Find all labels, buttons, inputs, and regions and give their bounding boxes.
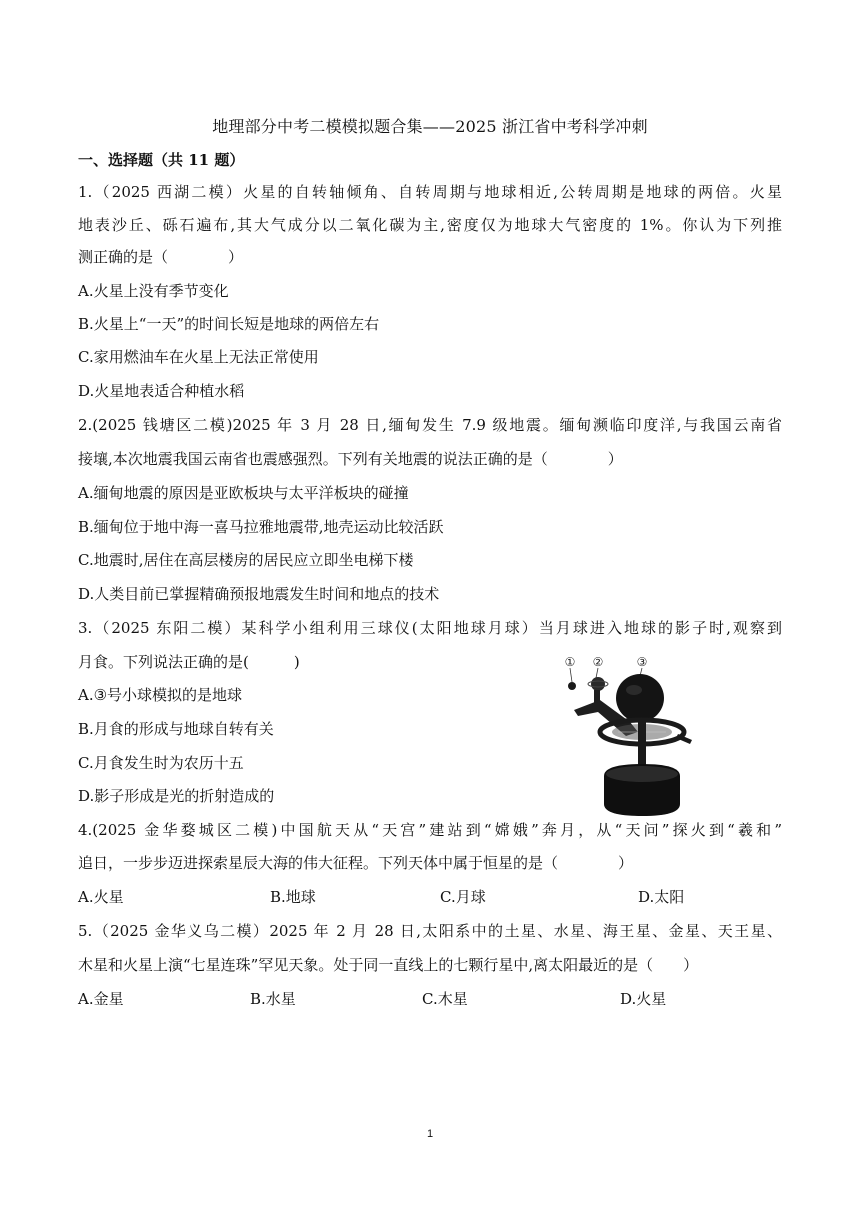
q4-stem-line-2: 追日，一步步迈进探索星辰大海的伟大征程。下列天体中属于恒星的是（ ）	[78, 854, 634, 872]
q3-option-d: D.影子形成是光的折射造成的	[78, 787, 275, 805]
q1-option-b: B.火星上“一天”的时间长短是地球的两倍左右	[78, 315, 380, 333]
q2-stem-line-1: 2.(2025 钱塘区二模)2025 年 3 月 28 日,缅甸发生 7.9 级地震。缅甸濒临印度洋,与我国云南省	[78, 416, 782, 434]
sun-ball	[616, 674, 664, 722]
q1-stem-line-3: 测正确的是（ ）	[78, 248, 244, 266]
earth-ball	[591, 677, 605, 691]
orrery-figure	[560, 652, 710, 820]
q5-stem-line-1: 5.（2025 金华义乌二模）2025 年 2 月 28 日,太阳系中的土星、水星、海王星、金星、天王星、	[78, 922, 782, 940]
q4-option-c: C.月球	[440, 888, 486, 906]
figure-label-2	[592, 655, 604, 669]
q3-option-c: C.月食发生时为农历十五	[78, 754, 244, 772]
q4-options-row	[78, 886, 798, 908]
q5-options-row	[78, 988, 798, 1010]
q4-option-a: A.火星	[78, 888, 124, 906]
q3-stem-line-1: 3.（2025 东阳二模）某科学小组利用三球仪(太阳地球月球）当月球进入地球的影子时,观察到	[78, 619, 782, 637]
q3-option-b: B.月食的形成与地球自转有关	[78, 720, 274, 738]
q1-option-c: C.家用燃油车在火星上无法正常使用	[78, 348, 319, 366]
q1-stem-line-2: 地表沙丘、砾石遍布,其大气成分以二氧化碳为主,密度仅为地球大气密度的 1%。你认为下列推	[78, 216, 782, 234]
q5-option-d: D.火星	[620, 990, 667, 1008]
q5-stem-line-2: 木星和火星上演“七星连珠”罕见天象。处于同一直线上的七颗行星中,离太阳最近的是（ ）	[78, 956, 699, 974]
svg-text:③: ③	[636, 655, 648, 669]
q5-option-a: A.金星	[78, 990, 124, 1008]
q5-option-c: C.木星	[422, 990, 468, 1008]
svg-text:①: ①	[564, 655, 576, 669]
q4-stem-line-1: 4.(2025 金华婺城区二模)中国航天从“天宫”建站到“嫦娥”奔月，从“天问”探火到“羲和”	[78, 821, 782, 839]
q2-option-a: A.缅甸地震的原因是亚欧板块与太平洋板块的碰撞	[78, 484, 409, 502]
q2-option-d: D.人类目前已掌握精确预报地震发生时间和地点的技术	[78, 585, 440, 603]
q2-option-c: C.地震时,居住在高层楼房的居民应立即坐电梯下楼	[78, 551, 414, 569]
q2-option-b: B.缅甸位于地中海一喜马拉雅地震带,地壳运动比较活跃	[78, 518, 444, 536]
q1-option-a: A.火星上没有季节变化	[78, 282, 229, 300]
q5-option-b: B.水星	[250, 990, 296, 1008]
orrery-illustration	[560, 652, 710, 820]
document-title: 地理部分中考二模模拟题合集——2025 浙江省中考科学冲刺	[212, 117, 648, 136]
q2-stem-line-2: 接壤,本次地震我国云南省也震感强烈。下列有关地震的说法正确的是（ ）	[78, 450, 623, 468]
q4-option-b: B.地球	[270, 888, 316, 906]
svg-text:②: ②	[592, 655, 604, 669]
moon-ball	[568, 682, 576, 690]
q3-stem-line-2: 月食。下列说法正确的是( )	[78, 653, 300, 671]
page-number: 1	[426, 1128, 434, 1140]
q1-option-d: D.火星地表适合种植水稻	[78, 382, 245, 400]
q4-option-d: D.太阳	[638, 888, 685, 906]
figure-label-1	[564, 655, 576, 669]
figure-label-3	[636, 655, 648, 669]
q3-option-a: A.③号小球模拟的是地球	[78, 686, 243, 704]
q1-stem-line-1: 1.（2025 西湖二模）火星的自转轴倾角、自转周期与地球相近,公转周期是地球的两倍。火星	[78, 183, 782, 201]
section-heading: 一、选择题（共 11 题）	[78, 151, 245, 169]
